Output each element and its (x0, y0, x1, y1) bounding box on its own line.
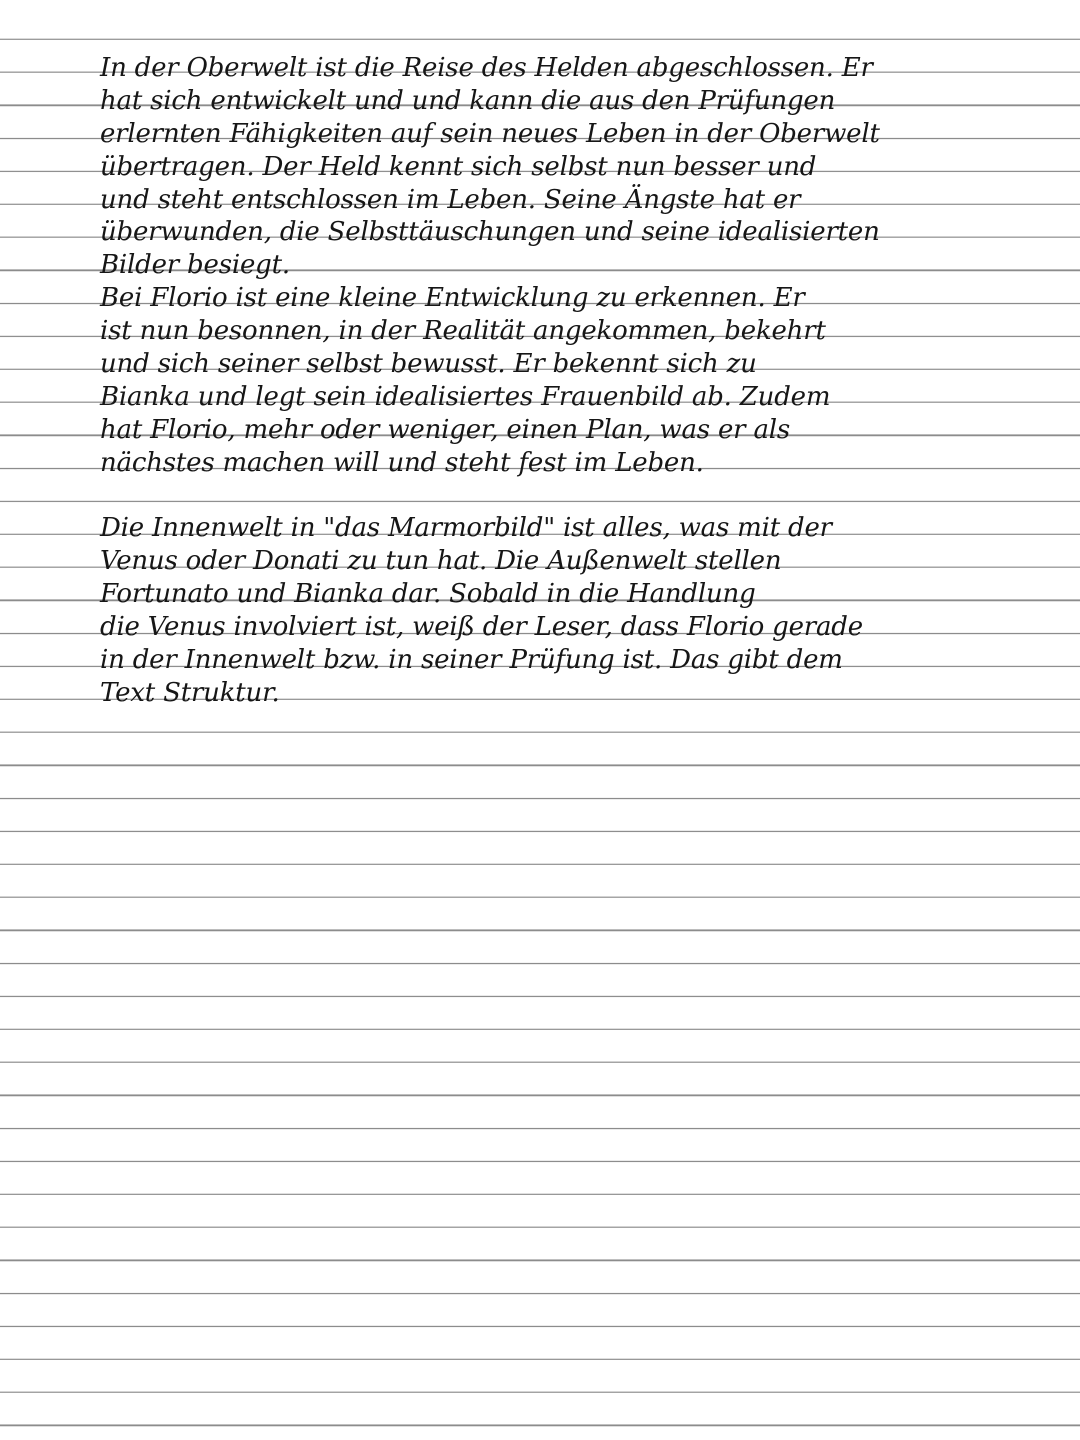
text-line: Die Innenwelt in "das Marmorbild" ist alles, was mit der (100, 513, 832, 544)
text-line: überwunden, die Selbsttäuschungen und seine idealisierten (100, 217, 880, 248)
paragraph-gap (100, 480, 1040, 513)
text-line: hat Florio, mehr oder weniger, einen Plan, was er als (100, 414, 791, 445)
handwritten-text-block (100, 52, 1040, 710)
text-line: In der Oberwelt ist die Reise des Helden abgeschlossen. Er (100, 53, 873, 83)
text-line: Bianka und legt sein idealisiertes Frauenbild ab. Zudem (100, 381, 831, 412)
text-line: Venus oder Donati zu tun hat. Die Außenwelt stellen (100, 546, 782, 577)
paragraph-2 (100, 282, 1040, 479)
text-line: Bei Florio ist eine kleine Entwicklung zu erkennen. Er (100, 283, 805, 314)
text-line: ist nun besonnen, in der Realität angekommen, bekehrt (100, 316, 826, 347)
text-line: Bilder besiegt. (100, 250, 290, 281)
paragraph-3 (100, 512, 1040, 709)
text-line: nächstes machen will und steht fest im Leben. (100, 447, 704, 478)
text-line: erlernten Fähigkeiten auf sein neues Leben in der Oberwelt (100, 118, 880, 149)
text-line: und steht entschlossen im Leben. Seine Ängste hat er (100, 184, 801, 215)
text-line: übertragen. Der Held kennt sich selbst nun besser und (100, 151, 817, 182)
text-line: hat sich entwickelt und und kann die aus den Prüfungen (100, 85, 836, 116)
text-line: die Venus involviert ist, weiß der Leser, dass Florio gerade (100, 612, 863, 643)
text-line: in der Innenwelt bzw. in seiner Prüfung ist. Das gibt dem (100, 645, 843, 676)
paragraph-1 (100, 52, 1040, 282)
text-line: und sich seiner selbst bewusst. Er bekennt sich zu (100, 349, 757, 380)
text-line: Text Struktur. (100, 677, 280, 708)
text-line: Fortunato und Bianka dar. Sobald in die Handlung (100, 579, 756, 610)
